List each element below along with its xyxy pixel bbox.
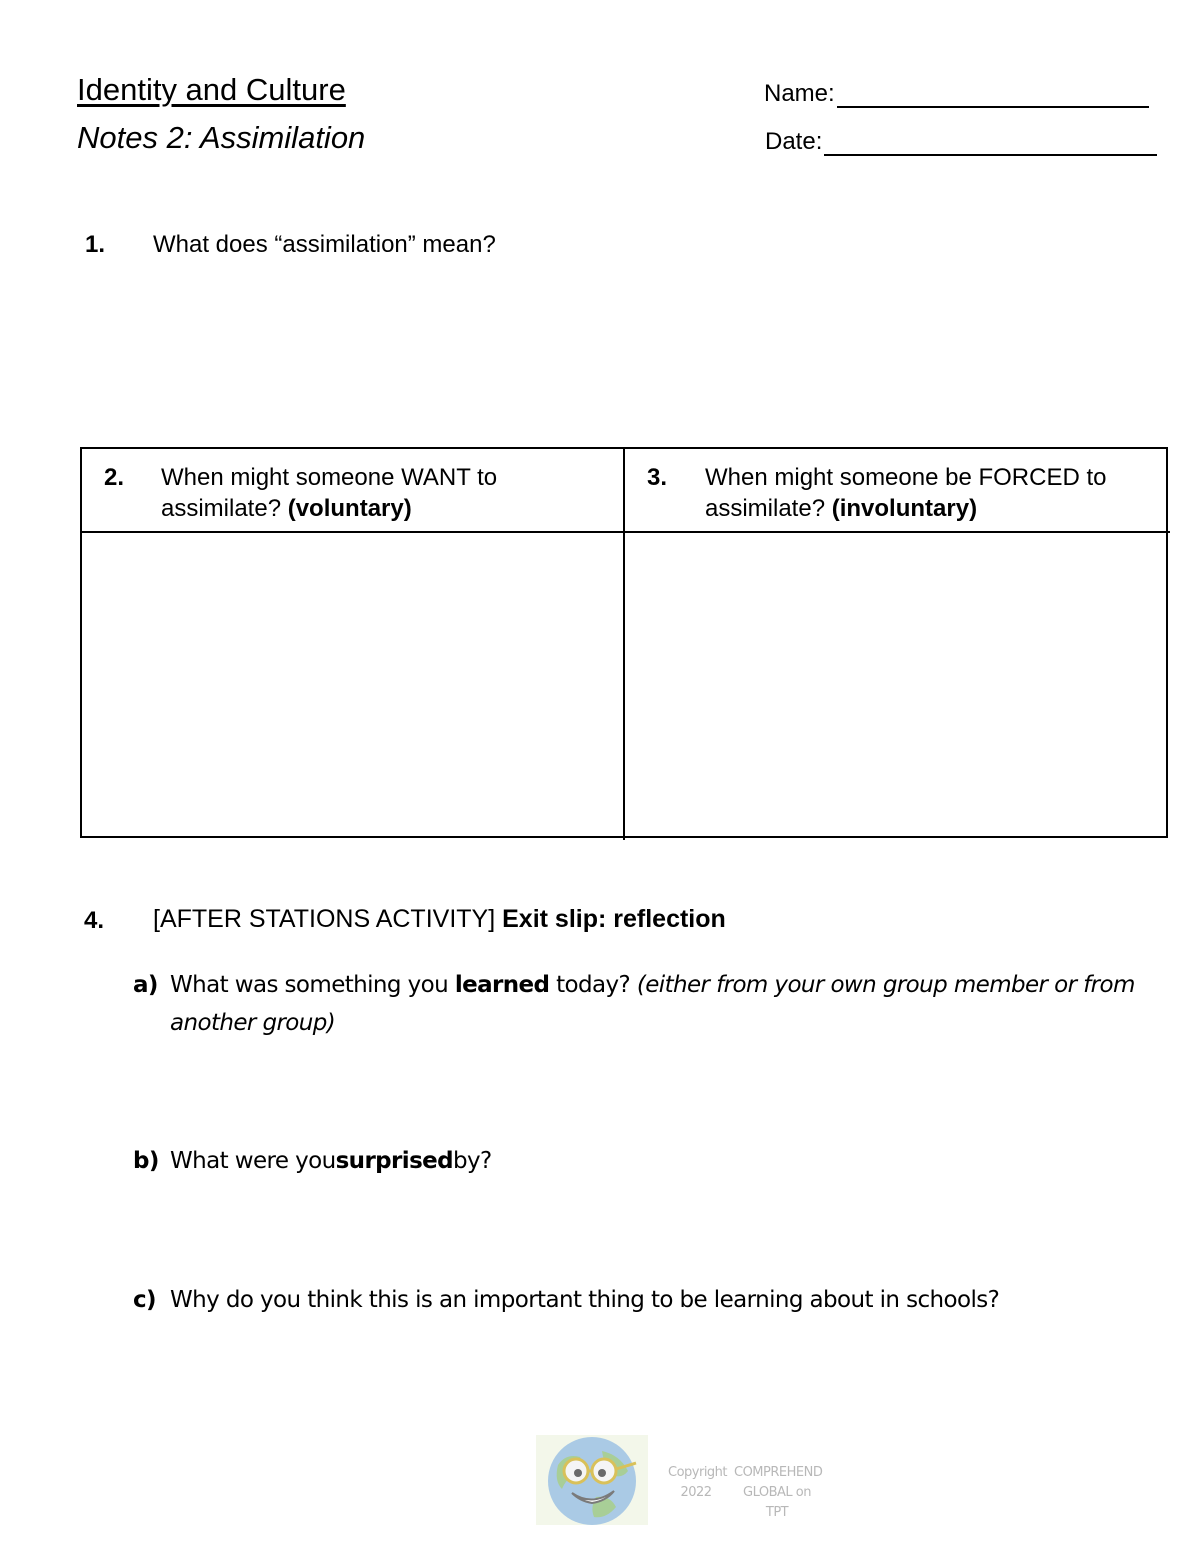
question-2-text [161,462,601,524]
table-column-divider [623,447,625,840]
part-a-before: What was something you [170,972,449,998]
question-1-number: 1. [85,231,106,258]
copyright-line-1: Copyright [668,1465,728,1480]
part-c-text: Why do you think this is an important thing to be learning about in schools? [170,1287,1000,1313]
worksheet-title: Identity and Culture [77,72,346,107]
question-4-number: 4. [84,907,105,934]
question-2-number: 2. [104,464,125,491]
part-a-bold: learned [454,972,550,998]
table-header-divider [80,531,1170,533]
part-b-text [170,1142,492,1180]
question-4-prefix: [AFTER STATIONS ACTIVITY] [153,905,496,933]
question-3-text [705,462,1155,524]
globe-mascot-logo [536,1435,648,1525]
part-a-text [170,966,1170,1042]
part-b-letter: b) [133,1148,159,1174]
date-field[interactable] [765,128,1157,156]
part-a-after: today? [556,972,631,998]
part-b-bold: surprised [335,1148,454,1174]
date-label: Date: [765,128,823,155]
question-4-bold: Exit slip: reflection [502,905,726,933]
part-c-letter: c) [133,1287,156,1313]
brand-line-1: COMPREHEND [734,1465,823,1480]
part-a-italic: (either from your own group member or from another group) [170,972,1135,1036]
name-blank-line[interactable] [837,84,1149,108]
copyright-text [668,1463,728,1503]
question-3-emphasis: (involuntary) [831,495,978,522]
date-blank-line[interactable] [824,132,1157,156]
question-1-text: What does “assimilation” mean? [153,231,496,258]
question-3-prompt: When might someone be FORCED to assimilate? [705,464,1107,522]
question-3-number: 3. [647,464,668,491]
name-label: Name: [764,80,835,107]
worksheet-subtitle: Notes 2: Assimilation [77,120,366,155]
brand-text [734,1463,823,1523]
brand-line-2: GLOBAL on TPT [743,1485,811,1520]
question-4-text [153,905,726,934]
copyright-line-2: 2022 [680,1485,712,1500]
globe-icon [536,1435,648,1525]
question-2-prompt: When might someone WANT to assimilate? [161,464,498,522]
name-field[interactable] [764,80,1149,108]
part-a-letter: a) [133,972,158,998]
part-b-before: What were you [170,1148,336,1174]
question-2-emphasis: (voluntary) [287,495,412,522]
part-b-after: by? [453,1148,492,1174]
